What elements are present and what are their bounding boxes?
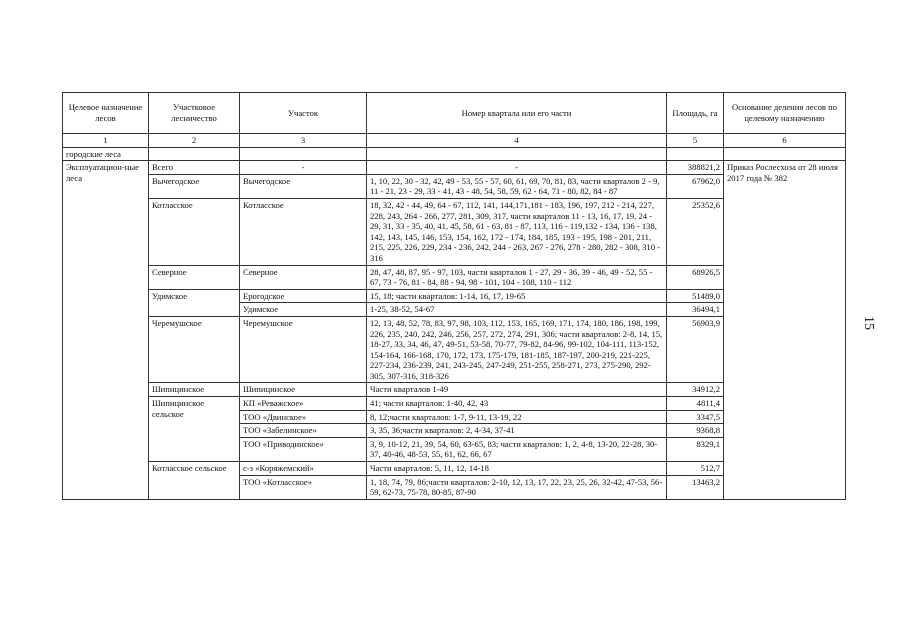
area-cell: 9368,8 (667, 424, 724, 438)
quarters-cell: 15, 18; части кварталов: 1-14, 16, 17, 19-65 (367, 289, 667, 303)
quarters-cell: Части кварталов 1-49 (367, 383, 667, 397)
uchastok-cell: ТОО «Забелинское» (240, 424, 367, 438)
forestry-cell: Шипицинское (149, 383, 240, 397)
area-cell: 68926,5 (667, 265, 724, 289)
col-number: 6 (724, 134, 846, 148)
forestry-cell: Шипицинское сельское (149, 397, 240, 462)
area-cell: 56903,9 (667, 316, 724, 383)
forestry-cell: Котласское (149, 198, 240, 265)
area-cell: 4811,4 (667, 397, 724, 411)
quarters-cell: 1, 10, 22, 30 - 32, 42, 49 - 53, 55 - 57, 60, 61, 69, 70, 81, 83, части кварталов 2 - 9, 11 - 21, 23 - 29, 33 - 41, 43 - 48, 54, 58, 59, 62 - 64, 71 - 80, 82, 84 - 87 (367, 174, 667, 198)
uchastok-cell: Удимское (240, 303, 367, 317)
header-area: Площадь, га (667, 93, 724, 134)
forestry-cell: Удимское (149, 289, 240, 316)
area-cell: 34912,2 (667, 383, 724, 397)
total-row (63, 161, 846, 175)
uchastok-cell: Ерогодское (240, 289, 367, 303)
col-number: 2 (149, 134, 240, 148)
area-cell: 512,7 (667, 462, 724, 476)
area-cell: 13463,2 (667, 475, 724, 499)
uchastok-cell: ТОО «Приводинское» (240, 437, 367, 461)
area-cell: 3347,5 (667, 410, 724, 424)
uchastok-cell: КП «Реважское» (240, 397, 367, 411)
forestry-cell: Северное (149, 265, 240, 289)
quarters-cell: 3, 9, 10-12, 21, 39, 54, 60, 63-65, 83; части кварталов: 1, 2, 4-8, 13-20, 22-28, 30-37, 40-46, 48-53, 55, 61, 62, 66, 67 (367, 437, 667, 461)
col-number: 1 (63, 134, 149, 148)
area-cell: 8329,1 (667, 437, 724, 461)
forest-designation-table (62, 92, 846, 500)
total-uchastok: - (240, 161, 367, 175)
area-cell: 25352,6 (667, 198, 724, 265)
col-number: 3 (240, 134, 367, 148)
category-cell: Эксплуатацион-ные леса (63, 161, 149, 500)
quarters-cell: 8, 12;части кварталов: 1-7, 9-11, 13-19, 22 (367, 410, 667, 424)
quarters-cell: 28, 47, 48, 87, 95 - 97, 103, части кварталов 1 - 27, 29 - 36, 39 - 46, 49 - 52, 55 - 67, 73 - 76, 81 - 84, 88 - 94, 98 - 101, 104 - 108, 110 - 112 (367, 265, 667, 289)
quarters-cell: 1, 18, 74, 79, 86;части кварталов: 2-10, 12, 13, 17, 22, 23, 25, 26, 32-42, 47-53, 56-59, 62-73, 75-78, 80-85, 87-90 (367, 475, 667, 499)
uchastok-cell: с-з «Коряжемский» (240, 462, 367, 476)
table-header-row (63, 93, 846, 134)
quarters-cell: 18, 32, 42 - 44, 49, 64 - 67, 112, 141, 144,171,181 - 183, 196, 197, 212 - 214, 227, 228, 243, 264 - 266, 277, 281, 309, 317, части кварталов 11 - 13, 16, 17, 19, 24 - 29, 31, 33 - 35, 40, 41, 45, 58, 61 - 63, 81 - 87, 113, 116 - 119,132 - 134, 136 - 138, 142, 143, 145, 146, 153, 154, 162, 172 - 174, 184, 185, 193 - 195, 198 - 201, 211, 215, 225, 226, 229, 234 - 236, 242, 244 - 263, 267 - 276, 278 - 280, 282 - 308, 310 - 316 (367, 198, 667, 265)
header-basis: Основание деления лесов по целевому назначению (724, 93, 846, 134)
page-number: 15 (861, 316, 876, 330)
header-quarters: Номер квартала или его части (367, 93, 667, 134)
area-cell: 67962,0 (667, 174, 724, 198)
total-quarters: - (367, 161, 667, 175)
header-uchastok: Участок (240, 93, 367, 134)
uchastok-cell: Котласское (240, 198, 367, 265)
col-number: 5 (667, 134, 724, 148)
forestry-cell: Черемушское (149, 316, 240, 383)
quarters-cell: 12, 13, 48, 52, 78, 83, 97, 98, 103, 112, 153, 165, 169, 171, 174, 180, 186, 198, 199, 226, 235, 240, 242, 246, 256, 257, 272, 274, 291, 306; части кварталов: 2-8, 14, 15, 18-27, 33, 34, 46, 47, 49-51, 53-58, 70-77, 79-82, 84-96, 99-102, 104-111, 113-152, 154-164, 166-168, 170, 172, 173, 175-179, 181-185, 187-197, 200-219, 221-225, 227-234, 236-239, 241, 243-245, 247-249, 251-255, 258-271, 273, 275-290, 292-305, 307-316, 318-326 (367, 316, 667, 383)
forestry-cell: Вычегодское (149, 174, 240, 198)
quarters-cell: 41; части кварталов: 1-40, 42, 43 (367, 397, 667, 411)
uchastok-cell: Шипицинское (240, 383, 367, 397)
uchastok-cell: Вычегодское (240, 174, 367, 198)
section-row (63, 147, 846, 161)
basis-cell: Приказ Рослесхоза от 28 июля 2017 года № 382 (724, 161, 846, 500)
column-numbers-row (63, 134, 846, 148)
header-forestry: Участковое лесничество (149, 93, 240, 134)
col-number: 4 (367, 134, 667, 148)
uchastok-cell: Черемушское (240, 316, 367, 383)
header-purpose: Целевое назначение лесов (63, 93, 149, 134)
uchastok-cell: ТОО «Котласское» (240, 475, 367, 499)
section-title: городские леса (63, 147, 149, 161)
area-cell: 51489,0 (667, 289, 724, 303)
quarters-cell: 3, 35, 36;части кварталов: 2, 4-34, 37-41 (367, 424, 667, 438)
forestry-cell: Котласское сельское (149, 462, 240, 500)
total-label: Всего (149, 161, 240, 175)
quarters-cell: 1-25, 38-52, 54-67 (367, 303, 667, 317)
quarters-cell: Части кварталов: 5, 11, 12, 14-18 (367, 462, 667, 476)
uchastok-cell: ТОО «Двинское» (240, 410, 367, 424)
area-cell: 36494,1 (667, 303, 724, 317)
uchastok-cell: Северное (240, 265, 367, 289)
total-area: 388821,2 (667, 161, 724, 175)
